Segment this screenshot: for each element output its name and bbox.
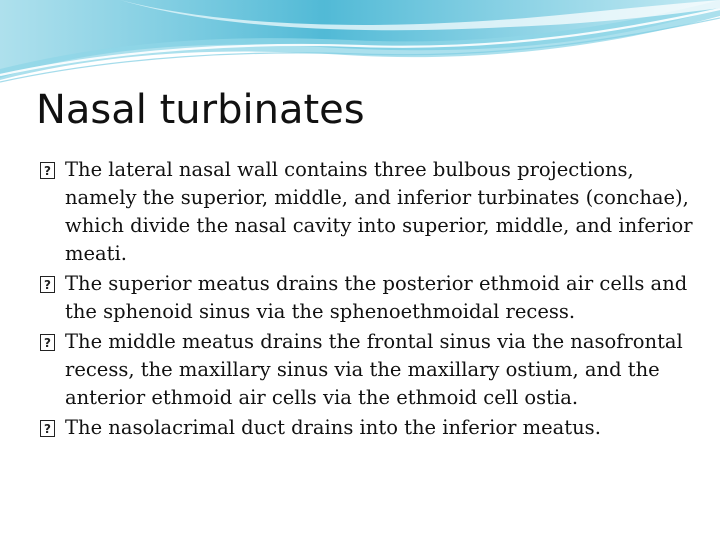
bullet-item xyxy=(38,328,698,412)
header-wave-decoration xyxy=(0,0,720,90)
bullet-item xyxy=(38,414,698,442)
bullet-question-box-icon xyxy=(40,420,55,437)
bullet-list xyxy=(38,156,698,444)
bullet-text: The superior meatus drains the posterior ethmoid air cells and the sphenoid sinus via the sphenoethmoidal recess. xyxy=(65,272,688,323)
bullet-text: The nasolacrimal duct drains into the inferior meatus. xyxy=(65,416,601,439)
bullet-question-box-icon xyxy=(40,162,55,179)
bullet-text: The middle meatus drains the frontal sinus via the nasofrontal recess, the maxillary sinus via the maxillary ostium, and the anterior ethmoid air cells via the ethmoid cell ostia. xyxy=(65,330,683,409)
bullet-question-box-icon xyxy=(40,276,55,293)
slide-title: Nasal turbinates xyxy=(36,87,365,133)
bullet-question-box-icon xyxy=(40,334,55,351)
bullet-item xyxy=(38,270,698,326)
bullet-item xyxy=(38,156,698,268)
bullet-text: The lateral nasal wall contains three bulbous projections, namely the superior, middle, and inferior turbinates (conchae), which divide the nasal cavity into superior, middle, and inferior meati. xyxy=(65,158,693,265)
